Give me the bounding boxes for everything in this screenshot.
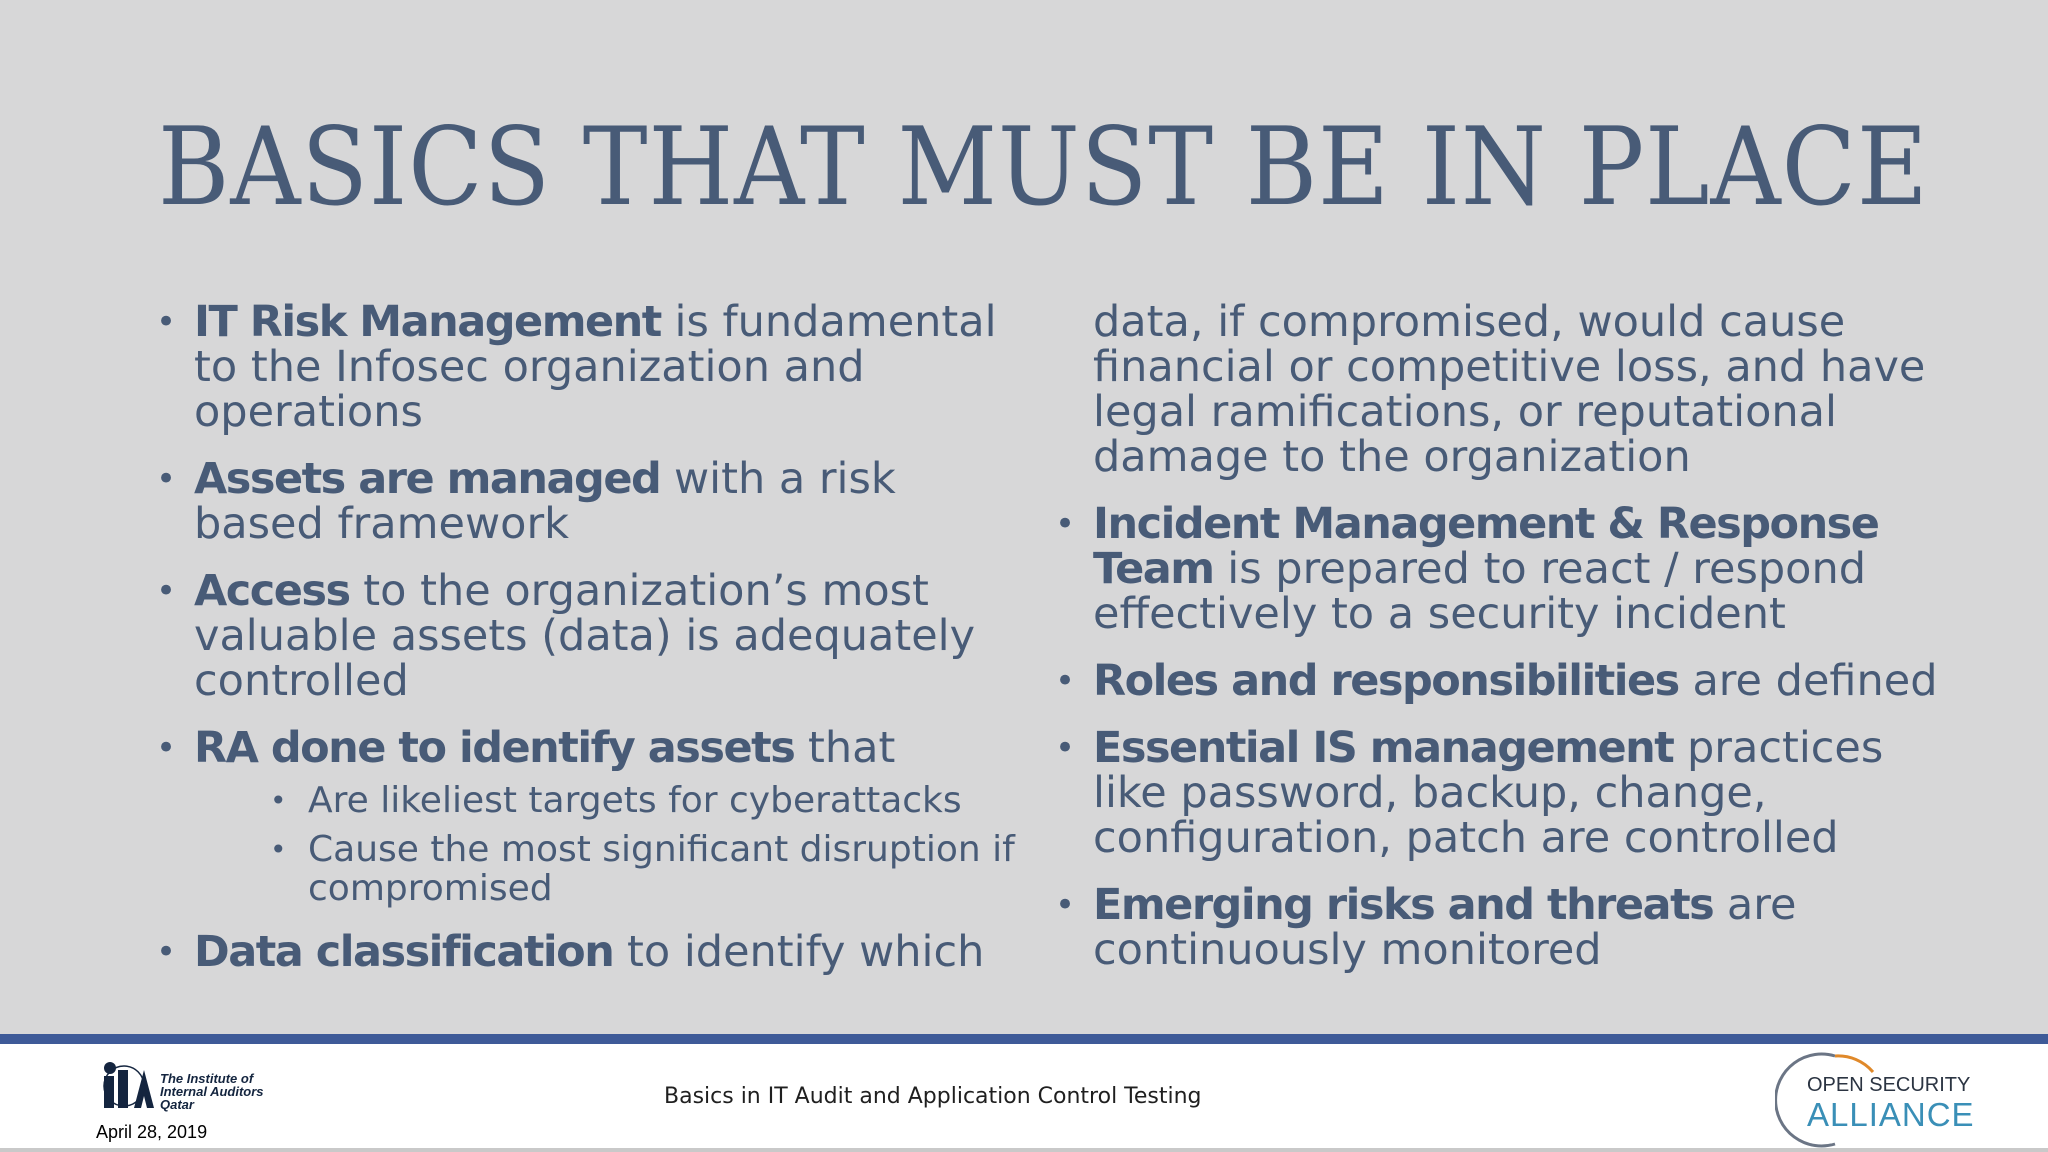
bullet-text: to identify which	[613, 927, 985, 977]
bullet-bold: RA done to identify assets	[194, 723, 795, 773]
bullet-bold: Roles and responsibilities	[1093, 656, 1679, 706]
bullet-dot: •	[1055, 504, 1076, 544]
footer-date: April 28, 2019	[96, 1122, 208, 1142]
bullet-dot: •	[270, 833, 287, 866]
sub-bullet-text: Are likeliest targets for cyberattacks	[308, 780, 962, 821]
sub-bullet-text: Cause the most significant disruption if compromised	[308, 829, 1015, 909]
bullet-bold: Incident Management & Response Team	[1093, 499, 1879, 594]
bullet-bold: Emerging risks and threats	[1093, 880, 1714, 930]
footer-bottom-line	[0, 1148, 2048, 1152]
bullet-continuation: data, if compromised, would cause financial or competitive loss, and have legal ramifications, or reputational damage to the organization	[1093, 297, 1926, 482]
bullet-text: that	[794, 723, 896, 773]
slide-title: BASICS THAT MUST BE IN PLACE	[158, 105, 1929, 230]
bullet-dot: •	[1055, 661, 1076, 701]
bullet-dot: •	[156, 932, 177, 972]
bullet-dot: •	[1055, 885, 1076, 925]
osa-logo-line1: OPEN SECURITY	[1807, 1074, 1971, 1096]
right-column	[1055, 297, 1955, 995]
bullet-text: is fundamental to the Infosec organization and operations	[194, 297, 997, 437]
bullet-text: are defined	[1678, 656, 1938, 706]
footer-title: Basics in IT Audit and Application Control Testing	[664, 1084, 1202, 1109]
iia-globe-icon	[100, 1060, 158, 1112]
bullet-bold: Assets are managed	[194, 454, 661, 504]
bullet-dot: •	[270, 784, 287, 817]
bullet-item	[1055, 880, 1955, 975]
bullet-dot: •	[156, 459, 177, 499]
bullet-dot: •	[1055, 728, 1076, 768]
bullet-item	[1055, 656, 1955, 706]
iia-logo	[100, 1060, 300, 1112]
bullet-dot: •	[156, 728, 177, 768]
bullet-item	[156, 723, 1016, 909]
footer-divider	[0, 1034, 2048, 1044]
bullet-bold: IT Risk Management	[194, 297, 661, 347]
bullet-dot: •	[156, 302, 177, 342]
sub-bullet-item	[270, 830, 1016, 908]
iia-logo-line: Qatar	[160, 1097, 194, 1112]
osa-logo-line2: ALLIANCE	[1807, 1096, 1975, 1133]
bullet-item	[1055, 499, 1955, 639]
bullet-item	[156, 927, 1016, 977]
bullet-bold: Data classification	[194, 927, 614, 977]
sub-bullet-item	[270, 781, 1016, 820]
sub-list	[194, 781, 1016, 908]
bullet-item	[156, 297, 1016, 437]
bullet-text: practices like password, backup, change, configuration, patch are controlled	[1093, 723, 1884, 863]
bullet-bold: Access	[194, 566, 350, 616]
bullet-text: are continuously monitored	[1093, 880, 1797, 975]
bullet-text: with a risk based framework	[194, 454, 896, 549]
iia-logo-line: Internal Auditors	[160, 1084, 264, 1099]
bullet-dot: •	[156, 571, 177, 611]
bullet-item	[1055, 723, 1955, 863]
left-column	[156, 297, 1016, 997]
iia-logo-text	[160, 1072, 264, 1111]
bullet-text: is prepared to react / respond effectively to a security incident	[1093, 544, 1867, 639]
bullet-item	[156, 454, 1016, 549]
iia-logo-line: The Institute of	[160, 1071, 254, 1086]
bullet-item	[156, 566, 1016, 706]
bullet-text: to the organization’s most valuable assets (data) is adequately controlled	[194, 566, 976, 706]
bullet-bold: Essential IS management	[1093, 723, 1674, 773]
osa-logo	[1775, 1048, 1975, 1148]
